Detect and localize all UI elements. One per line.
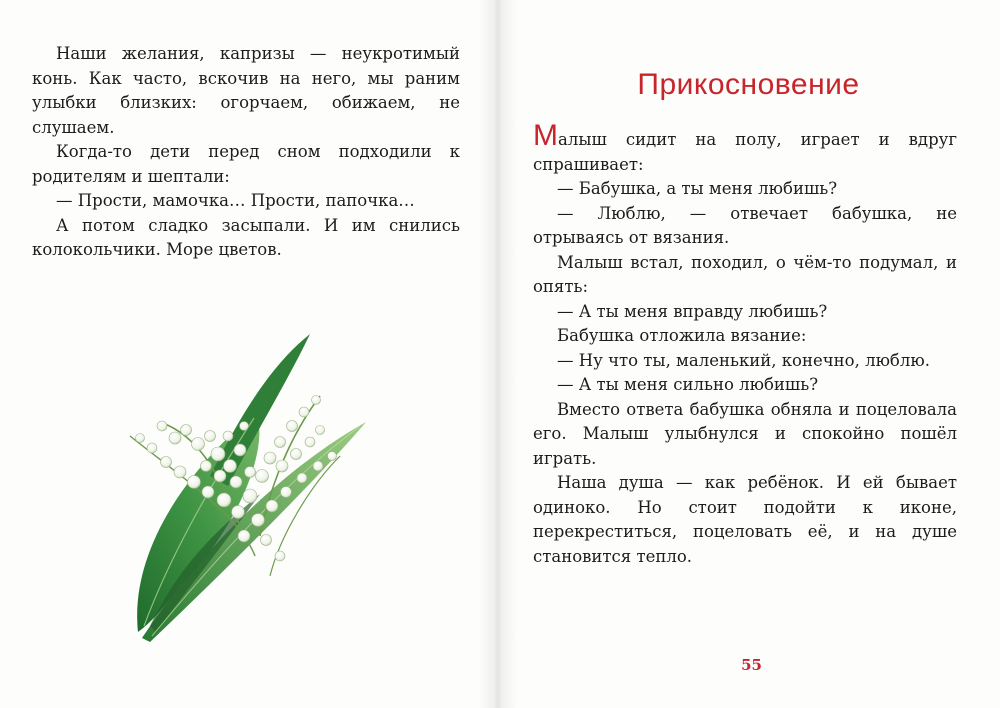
paragraph: А потом сладко засыпали. И им снились колокольчики. Море цветов. — [32, 215, 460, 259]
paragraph: Малыш встал, походил, о чём-то подумал, и опять: — [533, 252, 957, 296]
first-paragraph-text: алыш сидит на полу, играет и вдруг спрашивает: — [533, 130, 957, 174]
paragraph: Бабушка отложила вязание: — [557, 326, 807, 345]
first-paragraph — [533, 119, 957, 177]
dialogue-line: — А ты меня вправду любишь? — [557, 301, 828, 321]
chapter-title: Прикосновение — [637, 68, 860, 101]
dialogue-line: — Люблю, — отвечает бабушка, не отрываясь от вязания. — [533, 203, 957, 247]
drop-cap: М — [533, 119, 558, 152]
paragraph: Вместо ответа бабушка обняла и поцеловала его. Малыш улыбнулся и спокойно пошёл играть. — [533, 399, 957, 468]
lily-of-the-valley-illustration — [120, 326, 376, 644]
page-number: 55 — [741, 656, 762, 674]
dialogue-line: — Прости, мамочка… Прости, папочка… — [56, 191, 415, 210]
dialogue-line: — А ты меня сильно любишь? — [557, 375, 819, 394]
right-page-text — [533, 119, 957, 569]
paragraph: Наша душа — как ребёнок. И ей бывает одиноко. Но стоит подойти к иконе, перекреститься, поцеловать её, и на душе становится тепло. — [533, 473, 957, 566]
left-page-text — [32, 42, 460, 263]
right-page — [497, 0, 1000, 708]
dialogue-line: — Бабушка, а ты меня любишь? — [557, 179, 838, 198]
left-page — [0, 0, 497, 708]
paragraph: Наши желания, капризы — неукротимый конь. Как часто, вскочив на него, мы раним улыбки близких: огорчаем, обижаем, не слушаем. — [32, 44, 460, 137]
paragraph: Когда-то дети перед сном подходили к родителям и шептали: — [32, 142, 460, 186]
dialogue-line: — Ну что ты, маленький, конечно, люблю. — [557, 350, 930, 370]
